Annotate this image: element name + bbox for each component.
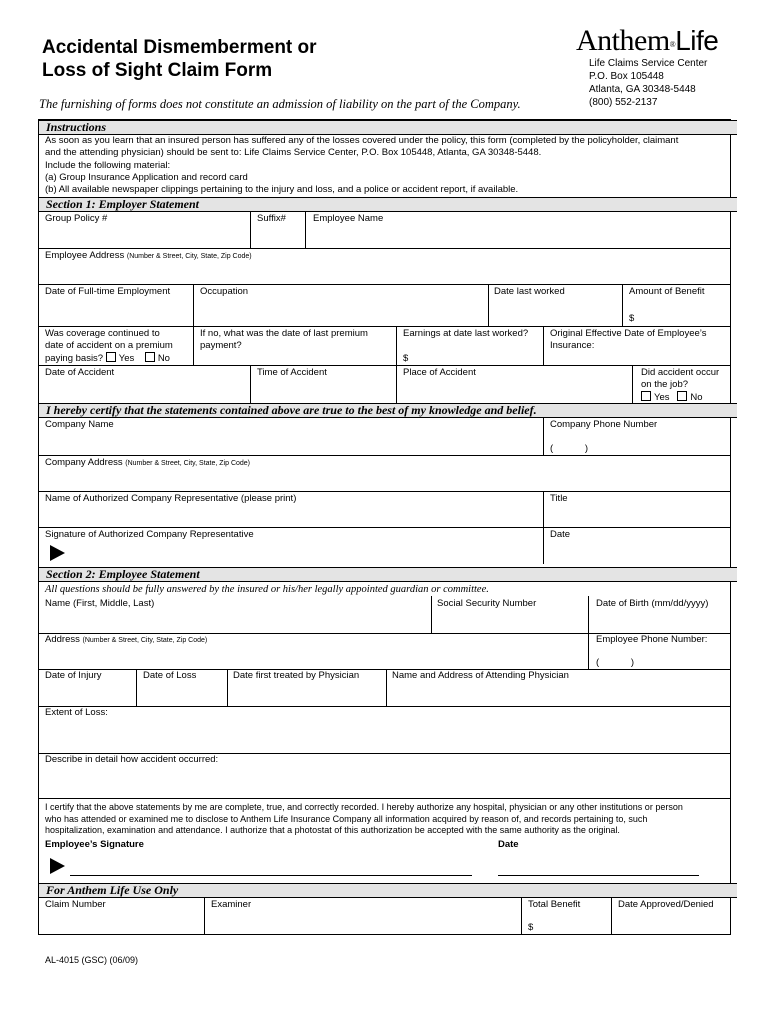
authorization-text: hospitalization, examination and attendance. I authorize that a photostat of this authorization be accepted with the same authority as the original. <box>45 825 620 835</box>
examiner-field[interactable]: Examiner <box>211 899 252 910</box>
instructions-text: (b) All available newspaper clippings pertaining to the injury and loss, and a police or accident report, if available. <box>45 184 519 195</box>
original-effective-date-cont: Insurance: <box>550 340 595 351</box>
last-premium-field[interactable]: If no, what was the date of last premium <box>200 328 368 339</box>
form-title-line2: Loss of Sight Claim Form <box>42 60 273 81</box>
address-line: Atlanta, GA 30348-5448 <box>589 84 696 95</box>
company-phone-field[interactable]: Company Phone Number <box>550 419 658 430</box>
coverage-question: Was coverage continued to <box>45 328 160 339</box>
total-benefit-field[interactable]: Total Benefit <box>528 899 581 910</box>
date-approved-field[interactable]: Date Approved/Denied <box>618 899 714 910</box>
section2-note: All questions should be fully answered by the insured or his/her legally appointed guardian or committee. <box>45 584 489 595</box>
instructions-heading: Instructions <box>39 120 737 135</box>
employee-address-field[interactable]: Employee Address (Number & Street, City, State, Zip Code) <box>45 250 252 261</box>
instructions-text: and the attending physician) should be sent to: Life Claims Service Center, P.O. Box 105448, Atlanta, GA 30348-5448. <box>45 147 542 158</box>
phone-parens: ( ) <box>550 443 588 454</box>
section1-heading: Section 1: Employer Statement <box>39 197 737 212</box>
date-fulltime-employment-field[interactable]: Date of Full-time Employment <box>45 286 171 297</box>
logo-main: Anthem <box>576 24 670 57</box>
employee-phone-field[interactable]: Employee Phone Number: <box>596 634 708 645</box>
on-job-no-checkbox[interactable] <box>677 391 687 401</box>
date-loss-field[interactable]: Date of Loss <box>143 670 197 681</box>
earnings-field[interactable]: Earnings at date last worked? <box>403 328 529 339</box>
date-injury-field[interactable]: Date of Injury <box>45 670 102 681</box>
instructions-text: As soon as you learn that an insured person has suffered any of the losses covered under the policy, this form (completed by the policyholder, claimant <box>45 135 679 146</box>
on-job-options: Yes No <box>641 391 703 404</box>
rep-date-field[interactable]: Date <box>550 529 571 540</box>
dollar-sign: $ <box>629 313 635 324</box>
form-title-line1: Accidental Dismemberment or <box>42 37 317 58</box>
coverage-yes-checkbox[interactable] <box>106 352 116 362</box>
occupation-field[interactable]: Occupation <box>200 286 249 297</box>
address-line: Life Claims Service Center <box>589 58 708 69</box>
employee-signature-label: Employee’s Signature <box>45 839 144 850</box>
certify-heading: I hereby certify that the statements contained above are true to the best of my knowledge and belief. <box>39 403 737 418</box>
on-job-yes-checkbox[interactable] <box>641 391 651 401</box>
instructions-text: Include the following material: <box>45 160 171 171</box>
anthem-life-logo <box>576 26 718 56</box>
employee-signature-line[interactable] <box>70 875 472 876</box>
rep-signature-field[interactable]: Signature of Authorized Company Representative <box>45 529 254 540</box>
office-use-heading: For Anthem Life Use Only <box>39 883 737 898</box>
dob-field[interactable]: Date of Birth (mm/dd/yyyy) <box>596 598 709 609</box>
employee-address-field-2[interactable]: Address (Number & Street, City, State, Zip Code) <box>45 634 208 645</box>
claim-number-field[interactable]: Claim Number <box>45 899 106 910</box>
on-job-question: Did accident occur <box>641 367 720 378</box>
suffix-field[interactable]: Suffix# <box>257 213 286 224</box>
title-field[interactable]: Title <box>550 493 568 504</box>
logo-suffix: Life <box>675 25 719 56</box>
rep-name-field[interactable]: Name of Authorized Company Representative (please print) <box>45 493 297 504</box>
last-premium-field-cont: payment? <box>200 340 242 351</box>
address-line: (800) 552-2137 <box>589 97 658 108</box>
coverage-question-line3: paying basis? Yes No <box>45 353 170 364</box>
instructions-text: (a) Group Insurance Application and record card <box>45 172 248 183</box>
employee-date-label: Date <box>498 839 519 850</box>
date-accident-field[interactable]: Date of Accident <box>45 367 115 378</box>
date-first-treated-field[interactable]: Date first treated by Physician <box>233 670 360 681</box>
employee-name-field[interactable]: Employee Name <box>313 213 384 224</box>
dollar-sign: $ <box>528 922 534 933</box>
signature-arrow-icon <box>50 858 65 874</box>
tagline: The furnishing of forms does not constitute an admission of liability on the part of the Company. <box>39 97 521 111</box>
address-line: P.O. Box 105448 <box>589 71 664 82</box>
form-code: AL-4015 (GSC) (06/09) <box>45 955 139 965</box>
company-name-field[interactable]: Company Name <box>45 419 114 430</box>
describe-accident-field[interactable]: Describe in detail how accident occurred: <box>45 754 219 765</box>
employee-date-line[interactable] <box>498 875 699 876</box>
authorization-text: I certify that the above statements by me are complete, true, and correctly recorded. I hereby authorize any hospital, physician or any other institutions or person <box>45 802 683 812</box>
place-accident-field[interactable]: Place of Accident <box>403 367 476 378</box>
group-policy-field[interactable]: Group Policy # <box>45 213 108 224</box>
phone-parens: ( ) <box>596 657 634 668</box>
ssn-field[interactable]: Social Security Number <box>437 598 537 609</box>
physician-field[interactable]: Name and Address of Attending Physician <box>392 670 569 681</box>
coverage-no-checkbox[interactable] <box>145 352 155 362</box>
on-job-question: on the job? <box>641 379 689 390</box>
logo-mark: ® <box>669 40 676 49</box>
authorization-text: who has attended or examined me to disclose to Anthem Life Insurance Company all information acquired by reason of, and records pertaining to, such <box>45 814 648 824</box>
company-address-field[interactable]: Company Address (Number & Street, City, State, Zip Code) <box>45 457 251 468</box>
amount-benefit-field[interactable]: Amount of Benefit <box>629 286 705 297</box>
original-effective-date-field[interactable]: Original Effective Date of Employee’s <box>550 328 707 339</box>
dollar-sign: $ <box>403 353 409 364</box>
date-last-worked-field[interactable]: Date last worked <box>494 286 565 297</box>
employee-full-name-field[interactable]: Name (First, Middle, Last) <box>45 598 155 609</box>
section2-heading: Section 2: Employee Statement <box>39 567 737 582</box>
extent-loss-field[interactable]: Extent of Loss: <box>45 707 108 718</box>
signature-arrow-icon <box>50 545 65 561</box>
time-accident-field[interactable]: Time of Accident <box>257 367 327 378</box>
coverage-question: date of accident on a premium <box>45 340 173 351</box>
